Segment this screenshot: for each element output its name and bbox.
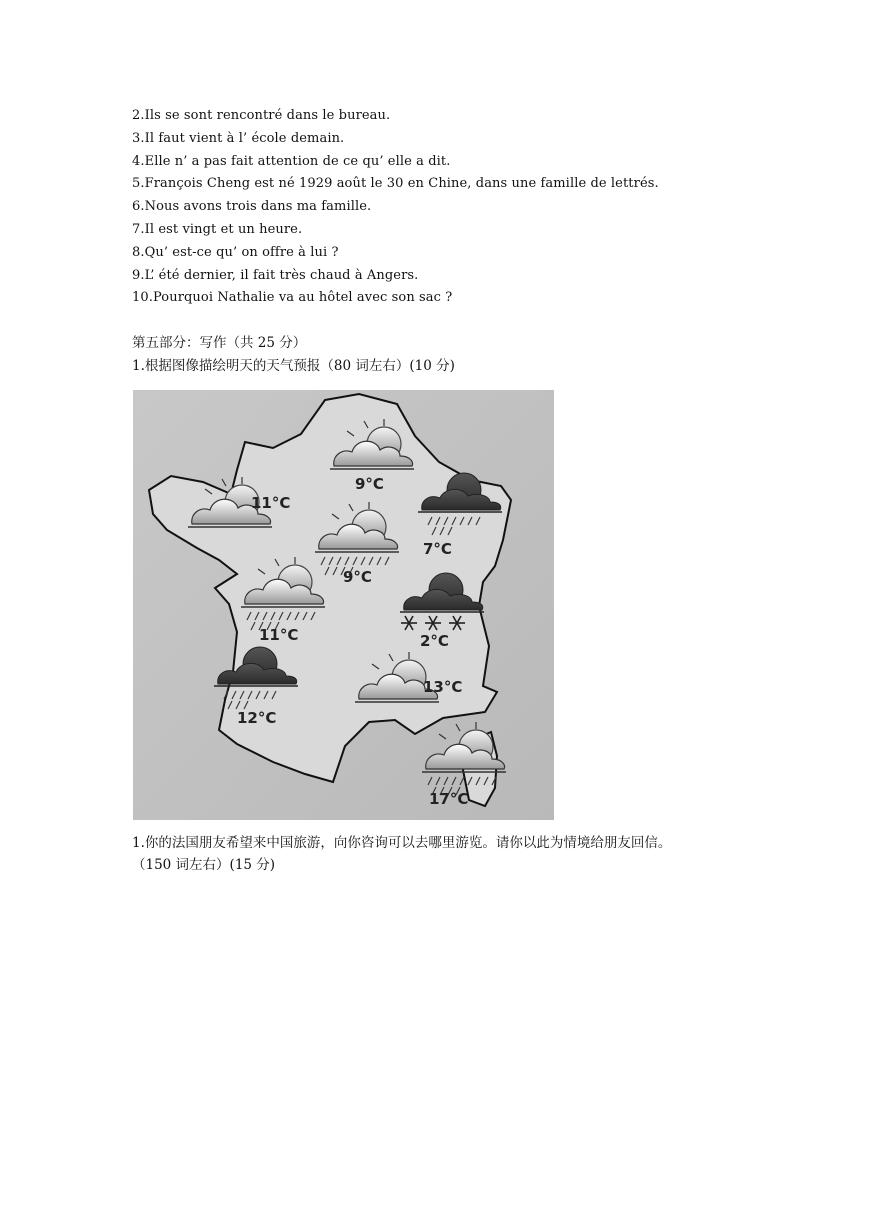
sentence-4: 4.Elle n’ a pas fait attention de ce qu’ elle a dit.: [132, 153, 451, 169]
task-2-line-1: 1.你的法国朋友希望来中国旅游，向你咨询可以去哪里游览。请你以此为情境给朋友回信。: [132, 835, 672, 851]
sentence-10: 10.Pourquoi Nathalie va au hôtel avec son sac ?: [132, 290, 453, 306]
sentence-9: 9.L’ été dernier, il fait très chaud à Angers.: [132, 267, 419, 283]
sentence-8: 8.Qu’ est-ce qu’ on offre à lui ?: [132, 244, 339, 260]
temp-center: 9°C: [343, 568, 372, 586]
correction-sentences: [132, 105, 659, 310]
weather-map-image: [133, 390, 554, 820]
temp-west: 11°C: [259, 626, 299, 644]
sentence-5: 5.François Cheng est né 1929 août le 30 en Chine, dans une famille de lettrés.: [132, 176, 659, 192]
sentence-2: 2.Ils se sont rencontré dans le bureau.: [132, 108, 391, 123]
task-2-line-2: （150 词左右）(15 分): [132, 857, 276, 873]
temp-south: 13°C: [423, 678, 463, 696]
temp-east: 7°C: [423, 540, 452, 558]
sentence-3: 3.Il faut vient à l’ école demain.: [132, 130, 345, 146]
section-five-title: 第五部分：写作（共 25 分）: [132, 335, 307, 351]
task-1-instruction: 1.根据图像描绘明天的天气预报（80 词左右）(10 分): [132, 358, 455, 374]
sentence-6: 6.Nous avons trois dans ma famille.: [132, 199, 372, 215]
temp-alps: 2°C: [420, 632, 449, 650]
temp-north: 9°C: [355, 475, 384, 493]
temp-southwest: 12°C: [237, 709, 277, 727]
temp-brittany: 11°C: [251, 494, 291, 512]
task-2-instruction: [132, 832, 772, 876]
sentence-7: 7.Il est vingt et un heure.: [132, 221, 303, 237]
temp-corsica: 17°C: [429, 790, 469, 808]
